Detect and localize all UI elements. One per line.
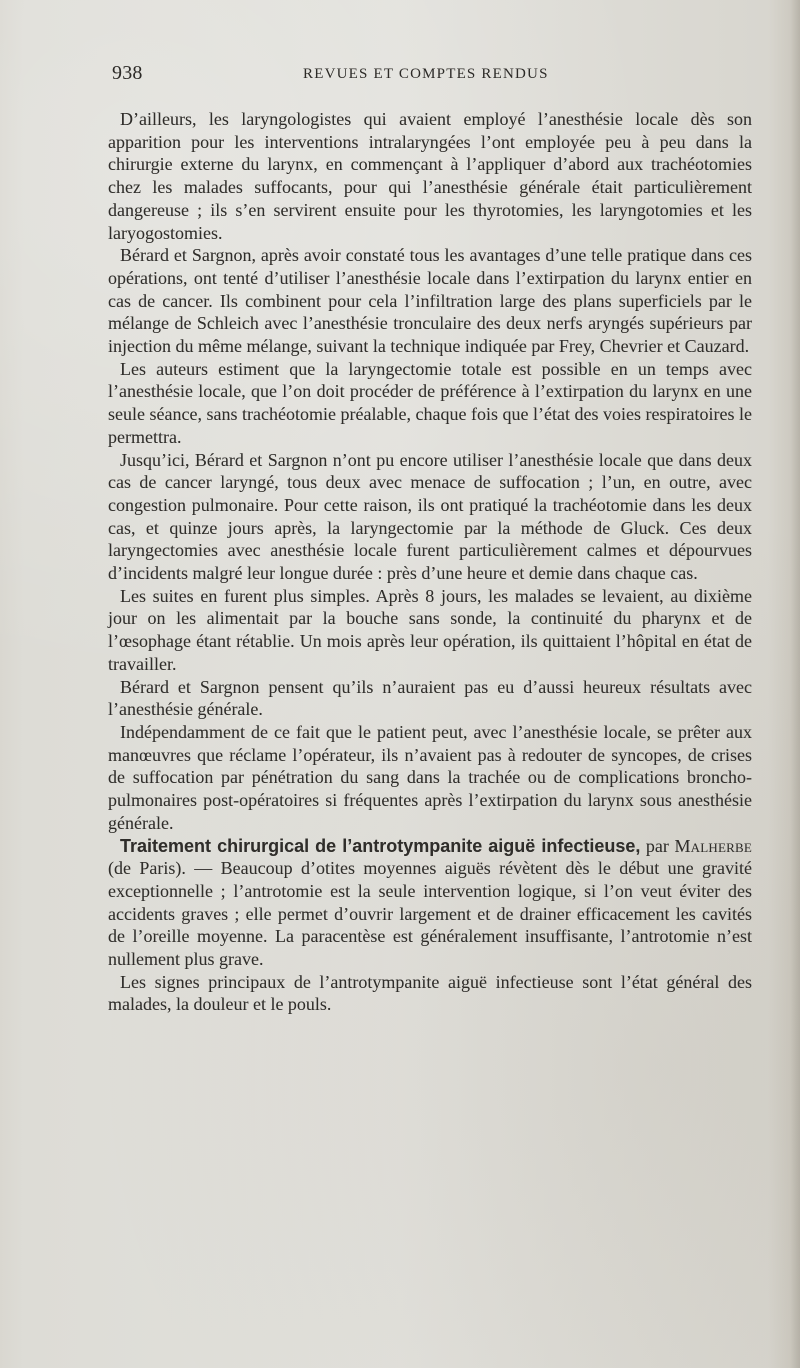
paragraph-local-anesthesia-advantages: Indépendamment de ce fait que le patient peut, avec l’anesthésie locale, se prêter aux manœuvres que réclame l’opérateur, ils n’avaient pas à redouter de syncopes, de crises de suffocation par pénétration du sang dans la trachée ou de complications broncho-pulmonaires post-opératoires si fréquentes après l’extirpation du larynx sous anesthésie générale.: [108, 721, 752, 833]
page-number: 938: [112, 62, 143, 84]
section-title: Traitement chirurgical de l’antrotympanite aiguë infectieuse,: [120, 835, 641, 856]
paragraph-anesthesia-history: D’ailleurs, les laryngologistes qui avaient employé l’anesthésie locale dès son apparition pour les interventions intralaryngées l’ont employée peu à peu dans la chirurgie externe du larynx, en commençant à l’appliquer d’abord aux trachéotomies chez les malades suffocants, pour qui l’anesthésie générale était particulièrement dangereuse ; ils s’en servirent ensuite pour les thyrotomies, les laryngotomies et les laryogostomies.: [108, 109, 752, 243]
author-prefix: par: [645, 835, 675, 856]
paragraph-postoperative-course: Les suites en furent plus simples. Après 8 jours, les malades se levaient, au dixième jour on les alimentait par la bouche sans sonde, la continuité du pharynx et de l’œsophage étant rétablie. Un mois après leur opération, ils quittaient l’hôpital en état de travailler.: [108, 585, 752, 674]
closing-paragraph: Les signes principaux de l’antrotympanite aiguë infectieuse sont l’état général des malades, la douleur et le pouls.: [108, 971, 752, 1015]
paragraph-laryngectomy-possible: Les auteurs estiment que la laryngectomie totale est possible en un temps avec l’anesthésie locale, que l’on doit procéder de préférence à l’extirpation du larynx en une seule séance, sans trachéotomie préalable, chaque fois que l’état des voies respiratoires le permettra.: [108, 358, 752, 447]
body-text: [108, 108, 752, 1016]
section-lead-text: Beaucoup d’otites moyennes aiguës révètent dès le début une gravité exceptionnelle ; l’antrotomie est la seule intervention logique, si l’on veut éviter des accidents graves ; elle permet d’ouvrir largement et de drainer efficacement les cavités de l’oreille moyenne. La paracentèse est généralement insuffisante, l’antrotomie n’est nullement plus grave.: [108, 858, 752, 970]
author-name: Malherbe: [674, 835, 752, 856]
paragraph-berard-sargnon-technique: Bérard et Sargnon, après avoir constaté tous les avantages d’une telle pratique dans ces opérations, ont tenté d’utiliser l’anesthésie locale dans l’extirpation du larynx entier en cas de cancer. Ils combinent pour cela l’infiltration large des plans superficiels par le mélange de Schleich avec l’anesthésie tronculaire des deux nerfs aryngés supérieurs par injection du même mélange, suivant la technique indiquée par Frey, Chevrier et Cauzard.: [108, 245, 752, 357]
running-head: REVUES ET COMPTES RENDUS: [303, 66, 549, 82]
antrotympanite-section: [108, 835, 752, 971]
page-header: [112, 62, 752, 90]
author-suffix: (de Paris). —: [108, 858, 221, 879]
paragraph-general-anesthesia-comparison: Bérard et Sargnon pensent qu’ils n’auraient pas eu d’aussi heureux résultats avec l’anesthésie générale.: [108, 676, 752, 720]
paragraph-two-cases: Jusqu’ici, Bérard et Sargnon n’ont pu encore utiliser l’anesthésie locale que dans deux cas de cancer laryngé, tous deux avec menace de suffocation ; l’un, en outre, avec congestion pulmonaire. Pour cette raison, ils ont pratiqué la trachéotomie dans les deux cas, et quinze jours après, la laryngectomie par la méthode de Gluck. Ces deux laryngectomies avec anesthésie locale furent particulièrement calmes et dépourvues d’incidents malgré leur longue durée : près d’une heure et demie dans chaque cas.: [108, 449, 752, 584]
